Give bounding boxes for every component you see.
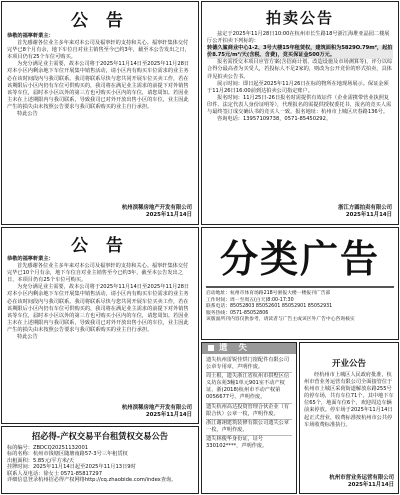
notice-paragraph: 首先感谢各位业主多年来对本公司及福寧轩的支持和关心。福寧轩集体交付完毕已8个月有余，地下车位自对业主销售至今已约3年，截至本公告发出之日，本项目仍有25个车位可购买。 xyxy=(7,40,190,61)
lost-item: 遗失杭州雷锐佳烘门窗配件有限公司公章专用章，声明作废。 xyxy=(206,357,292,373)
auction-contact: 咨询电话：13957109738，0571-85450292。 xyxy=(217,116,332,123)
auction-title: 拍卖公告 xyxy=(265,9,334,27)
notice-title: 公 告 xyxy=(71,236,129,256)
square-icon xyxy=(208,345,214,351)
notice-paragraph: 首先感谢各位业主多年来对本公司及福寧轩的支持和关心。福寧轩集体交付完毕已10个月有余，地下车位自对业主销售至今已约3年，截至本公告发出之日，本项目仍有25个车位可购买。 xyxy=(7,263,189,284)
lost-header-bar xyxy=(202,343,296,354)
tender-title: 招必得-产权交易平台租赁权交易公告 xyxy=(31,431,169,441)
auction-register: 报名时间：11月25日-26日报名时需提供有效证件（企业需携带营业执照复印件、法定代表人身份证明等），代理报名的需提供授权委托书，报名的竞买人需与最终签订成交确认书的竞买人一致。报名地址：杭州市上城区庆春路136号。 xyxy=(207,94,392,116)
lost-item: 遗失林俊华身份证，证号330102****，声明作废。 xyxy=(206,435,268,450)
tender-line: 挂牌时间：2025年11月14日起至2025年11月13日9时 xyxy=(7,464,136,471)
notice-date: 2025年11月14日 xyxy=(145,412,192,418)
lost-item: 周士根，遗失浙江省杭州市拱墅区信义坊东苑3幢1单元901室不动产权证，浙(2018)杭州市不动产权第0056677号，声明作废。 xyxy=(206,373,292,403)
tender-line: 出租面积：5.85元/平方米/天 xyxy=(7,457,74,464)
lost-section xyxy=(201,342,297,494)
auction-paragraph: 兹定于2025年11月28日10:00在杭州市长生路18号浙江海堆亚晶园二楼展厅公开拍卖下列标的： xyxy=(207,31,390,45)
notice-closing: 特此公告 xyxy=(17,334,38,341)
notice-company: 杭州滨稀房地产开发有限公司 xyxy=(121,405,192,411)
opening-date: 2025年11月14日 xyxy=(347,482,394,488)
tender-line: 详细信息登录杭州招必得产权网络http://cq.zhaobide.com/index查询。 xyxy=(7,477,177,484)
tender-line: 联系人及电话：徐女士 0571-85817297 xyxy=(7,470,103,477)
auction-block xyxy=(201,1,399,225)
classified-info: 该版面所刊内容仅供参考，请读者与广告主或该区外广告中心咨询核实 xyxy=(206,317,355,323)
tender-line: 标的名称：杭州市钱塘区随塘南路57-3号三年租赁权 xyxy=(7,451,128,458)
opening-header: 开业公告 xyxy=(331,359,366,369)
tender-block xyxy=(1,426,199,494)
opening-section xyxy=(299,342,399,494)
classified-info: 联系电话：85052803 85052601 85052901 85052931 xyxy=(206,304,333,310)
lost-header: 遗 失 xyxy=(219,343,251,353)
notice-title: 公 告 xyxy=(71,11,129,31)
classified-info: 启动地址：杭州市体育场路218号浙报大楼一楼报刊广告部 xyxy=(206,291,331,296)
notice-addressee: 恭敬的福寧軒業主： xyxy=(7,33,54,39)
tender-line: 标的编号：ZBDCQ20251132001 xyxy=(7,445,89,451)
notice-paragraph: 为充分满足业主需要，故本公司将于2025年11月14日至2025年11月28日对本小区内剩余地下车位开展集中销售活动，请小区内有购买车位需求的业主务必在该时间段内与我司联系。我司将联系尽快与您共同开展车位买卖工作，若在该期限后小区内仍有车位可供购买的，我司将在满足业主需求的前提下对外销售该等车位，届时本小区以外的第三方也可购买小区内的车位，请您周知。若因业主未在上述期限内与我司联系，导致我司已对外开放出售小区的车位，业主因此产生的损失由未按照公告要求与我司联系购买的业主自行承担。 xyxy=(7,61,190,110)
auction-item: 转德久鲨商业中心1-2、3号大楼15年租赁权，建筑面积为5829O.79m²，起拍价8.75元/m²/天(含税、含费)，竞买保证金500万元。 xyxy=(207,45,393,59)
classified-info: 服务热线：0571-85052806 xyxy=(206,310,269,316)
lost-item: 遗失杭州高达投资管理合伙企业（有限合伙）公章一枚，声明作废。 xyxy=(206,404,292,420)
lost-item: 浙江谢翊建筑装修有限公司遗失公章一枚，声明作废。 xyxy=(206,420,292,436)
notice-addressee: 恭敬的福寧軒業主： xyxy=(7,256,54,262)
auction-view-time: 展示时间：即日起至2025年11月26日在标的物所在地现场展示。保证金须于11月26日16:00前到达拍卖公司指定账户。 xyxy=(207,80,389,94)
opening-company: 杭州市营业务运营有限公司 xyxy=(329,475,394,481)
notice-closing: 特此公告 xyxy=(17,111,38,118)
classified-info: 工作时间：周一至周五(白天)8:00-17:30 xyxy=(206,297,294,303)
auction-paragraph: 报名需授交本项目应管方案(含招商计划、改造设施及市场测算等)，评分以综合得分最高者为买受人，若投标人不足2家的，则改为公开竞价的形式拍卖，具体详见拍卖公告书。 xyxy=(207,59,393,80)
notice-company: 杭州滨稀房地产开发有限公司 xyxy=(121,205,192,211)
auction-company: 浙江方圆拍卖有限公司 xyxy=(338,205,392,211)
notice-block-1 xyxy=(1,1,199,225)
notice-block-2 xyxy=(1,227,199,424)
auction-date: 2025年11月14日 xyxy=(345,212,392,218)
notice-paragraph: 为充分满足业主需要，故本公司将于2025年11月14日至2025年11月28日对本小区内剩余地下车位开展集中销售活动，请小区内有购买车位需求的业主务必在该时间段内与我司联系。我司将联系尽快与您共同开展车位买卖工作，若在该期限后小区内仍有车位可供购买的，我司将在满足业主需求的前提下对外销售该等车位，届时本小区以外的第三方也可购买小区内的车位，请您周知。若因业主未在上述期限内与我司联系，导致我司已对外开放出售小区的车位，业主因此产生的损失由未按照公告要求与我司联系购买的业主自行承担。 xyxy=(7,284,190,333)
opening-body: 经杭州市上城区人民政府批准，杭州市营业务运营有限公司全面接管位于杭州市上城区采荷街道解放东路255号的停车场，共有车位71个，其中地下车位65个，地面车位6个，欢迎周边车辆前来停放。停车场于2025年11月14日起正式营业，收费标准按杭州市公共停车场收费标准执行。 xyxy=(304,372,394,428)
classified-header xyxy=(201,227,399,340)
classified-title: 分类广告 xyxy=(219,236,380,281)
notice-date: 2025年11月14日 xyxy=(145,212,192,218)
